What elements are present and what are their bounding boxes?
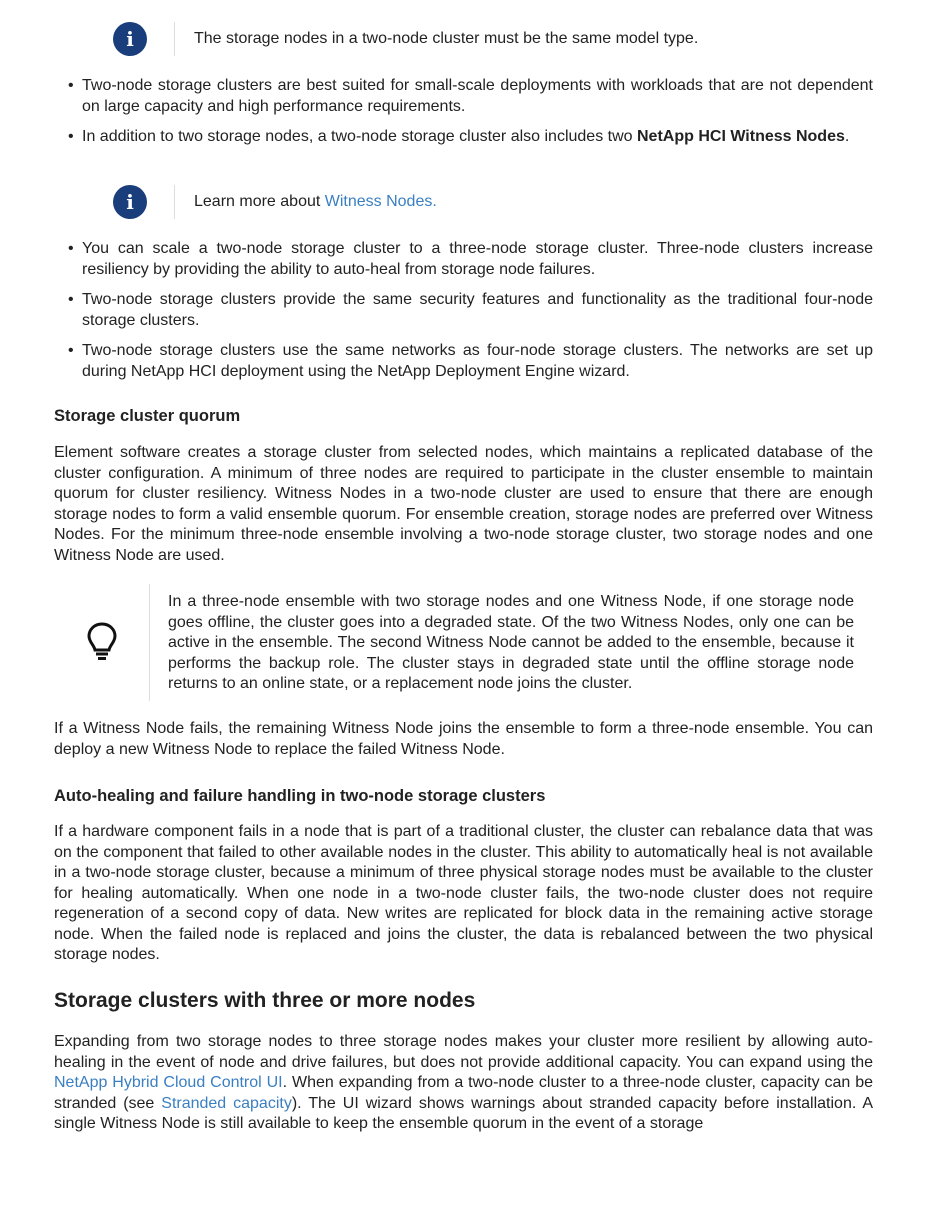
hybrid-cloud-control-link[interactable]: NetApp Hybrid Cloud Control UI xyxy=(54,1074,283,1091)
section-heading: Auto-healing and failure handling in two-node storage clusters xyxy=(54,787,546,805)
list-item: • Two-node storage clusters use the same networks as four-node storage clusters. The networks are set up during NetApp HCI deployment using the NetApp Deployment Engine wizard. xyxy=(54,341,873,382)
tip-box xyxy=(54,584,873,701)
note-text: The storage nodes in a two-node cluster must be the same model type. xyxy=(194,29,699,47)
bullet-list xyxy=(54,239,873,382)
info-icon: i xyxy=(113,22,147,56)
paragraph: Expanding from two storage nodes to three storage nodes makes your cluster more resilient by allowing auto-healing in the event of node and drive failures, but does not provide additional capacity. You can expand using the NetApp Hybrid Cloud Control UI. When expanding from a two-node cluster to a three-node cluster, capacity can be stranded (see Stranded capacity). The UI wizard shows warnings about stranded capacity before installation. A single Witness Node is still available to keep the ensemble quorum in the event of a storage xyxy=(54,1033,874,1132)
section-title: Storage clusters with three or more nodes xyxy=(54,989,476,1012)
list-item: • In addition to two storage nodes, a two-node storage cluster also includes two NetApp HCI Witness Nodes. xyxy=(54,127,873,148)
bullet-list xyxy=(54,76,873,148)
paragraph: Element software creates a storage cluster from selected nodes, which maintains a replicated database of the cluster configuration. A minimum of three nodes are required to participate in the cluster ensemble to maintain quorum for cluster resiliency. Witness Nodes in a two-node cluster are used to ensure that there are enough storage nodes to form a valid ensemble quorum. For ensemble creation, storage nodes are preferred over Witness Nodes. For the minimum three-node ensemble involving a two-node storage cluster, two storage nodes and one Witness Node are used. xyxy=(54,444,873,564)
witness-nodes-link[interactable]: Witness Nodes. xyxy=(324,192,437,210)
note-witness-nodes: i Learn more about Witness Nodes. xyxy=(86,185,437,219)
list-item: • Two-node storage clusters provide the same security features and functionality as the traditional four-node storage clusters. xyxy=(54,290,873,331)
list-item: • Two-node storage clusters are best suited for small-scale deployments with workloads that are not dependent on large capacity and high performance requirements. xyxy=(54,76,873,117)
note-model-type xyxy=(86,22,698,56)
list-item: • You can scale a two-node storage cluster to a three-node storage cluster. Three-node clusters increase resiliency by providing the ability to auto-heal from storage node failures. xyxy=(54,239,873,280)
info-icon: i xyxy=(113,185,147,219)
section-heading: Storage cluster quorum xyxy=(54,407,241,425)
lightbulb-icon xyxy=(87,622,117,662)
tip-text: In a three-node ensemble with two storage nodes and one Witness Node, if one storage node goes offline, the cluster goes into a degraded state. Of the two Witness Nodes, only one can be active in the ensemble. The second Witness Node cannot be added to the ensemble, because it performs the backup role. The cluster stays in degraded state until the offline storage node returns to an online state, or a replacement node joins the cluster. xyxy=(168,593,854,692)
paragraph: If a hardware component fails in a node that is part of a traditional cluster, the cluster can rebalance data that was on the component that failed to other available nodes in the cluster. This ability to automatically heal is not available in a two-node storage cluster, because a minimum of three physical storage nodes must be available to the cluster for healing automatically. When one node in a two-node cluster fails, the two-node cluster does not require regeneration of a second copy of data. New writes are replicated for block data in the remaining active storage node. When the failed node is replaced and joins the cluster, the data is rebalanced between the two physical storage nodes. xyxy=(54,823,873,963)
stranded-capacity-link[interactable]: Stranded capacity xyxy=(161,1094,292,1112)
paragraph: If a Witness Node fails, the remaining Witness Node joins the ensemble to form a three-node ensemble. You can deploy a new Witness Node to replace the failed Witness Node. xyxy=(54,720,873,758)
